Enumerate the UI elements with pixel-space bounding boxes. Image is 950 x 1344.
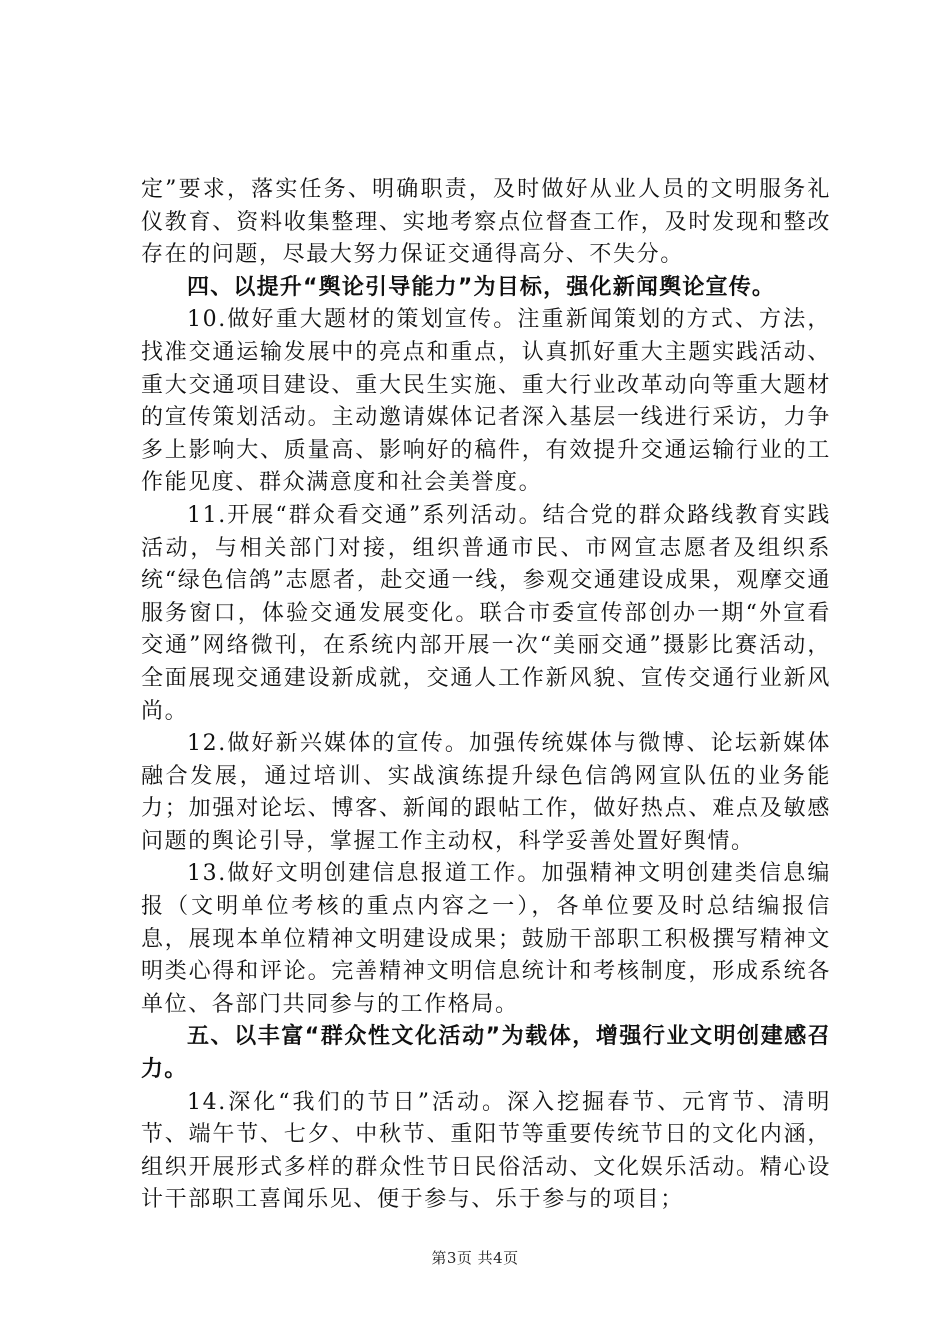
section-heading-5: 五、以丰富“群众性文化活动”为载体，增强行业文明创建感召力。 [141,1024,831,1083]
paragraph-item-13: 13.做好文明创建信息报道工作。加强精神文明创建类信息编报（文明单位考核的重点内容之一），各单位要及时总结编报信息，展现本单位精神文明建设成果；鼓励干部职工积极撰写精神文明类心得和评论。完善精神文明信息统计和考核制度，形成系统各单位、各部门共同参与的工作格局。 [141,861,831,1017]
paragraph-item-14: 14.深化“我们的节日”活动。深入挖掘春节、元宵节、清明节、端午节、七夕、中秋节、重阳节等重要传统节日的文化内涵，组织开展形式多样的群众性节日民俗活动、文化娱乐活动。精心设计干部职工喜闻乐见、便于参与、乐于参与的项目； [141,1089,831,1213]
paragraph-item-10: 10.做好重大题材的策划宣传。注重新闻策划的方式、方法，找准交通运输发展中的亮点和重点，认真抓好重大主题实践活动、重大交通项目建设、重大民生实施、重大行业改革动向等重大题材的宣传策划活动。主动邀请媒体记者深入基层一线进行采访，力争多上影响大、质量高、影响好的稿件，有效提升交通运输行业的工作能见度、群众满意度和社会美誉度。 [141,307,831,496]
paragraph-item-11: 11.开展“群众看交通”系列活动。结合党的群众路线教育实践活动，与相关部门对接，组织普通市民、市网宣志愿者及组织系统“绿色信鸽”志愿者，赴交通一线，参观交通建设成果，观摩交通服务窗口，体验交通发展变化。联合市委宣传部创办一期“外宣看交通”网络微刊，在系统内部开展一次“美丽交通”摄影比赛活动，全面展现交通建设新成就，交通人工作新风貌、宣传交通行业新风尚。 [141,502,831,724]
paragraph-continuation: 定”要求，落实任务、明确职责，及时做好从业人员的文明服务礼仪教育、资料收集整理、实地考察点位督查工作，及时发现和整改存在的问题，尽最大努力保证交通得高分、不失分。 [141,177,831,268]
page-number-footer: 第3页 共4页 [431,1249,519,1267]
section-heading-4: 四、以提升“舆论引导能力”为目标，强化新闻舆论宣传。 [187,274,776,300]
document-body [141,174,831,1217]
paragraph-item-12: 12.做好新兴媒体的宣传。加强传统媒体与微博、论坛新媒体融合发展，通过培训、实战演练提升绿色信鸽网宣队伍的业务能力；加强对论坛、博客、新闻的跟帖工作，做好热点、难点及敏感问题的舆论引导，掌握工作主动权，科学妥善处置好舆情。 [141,731,831,854]
